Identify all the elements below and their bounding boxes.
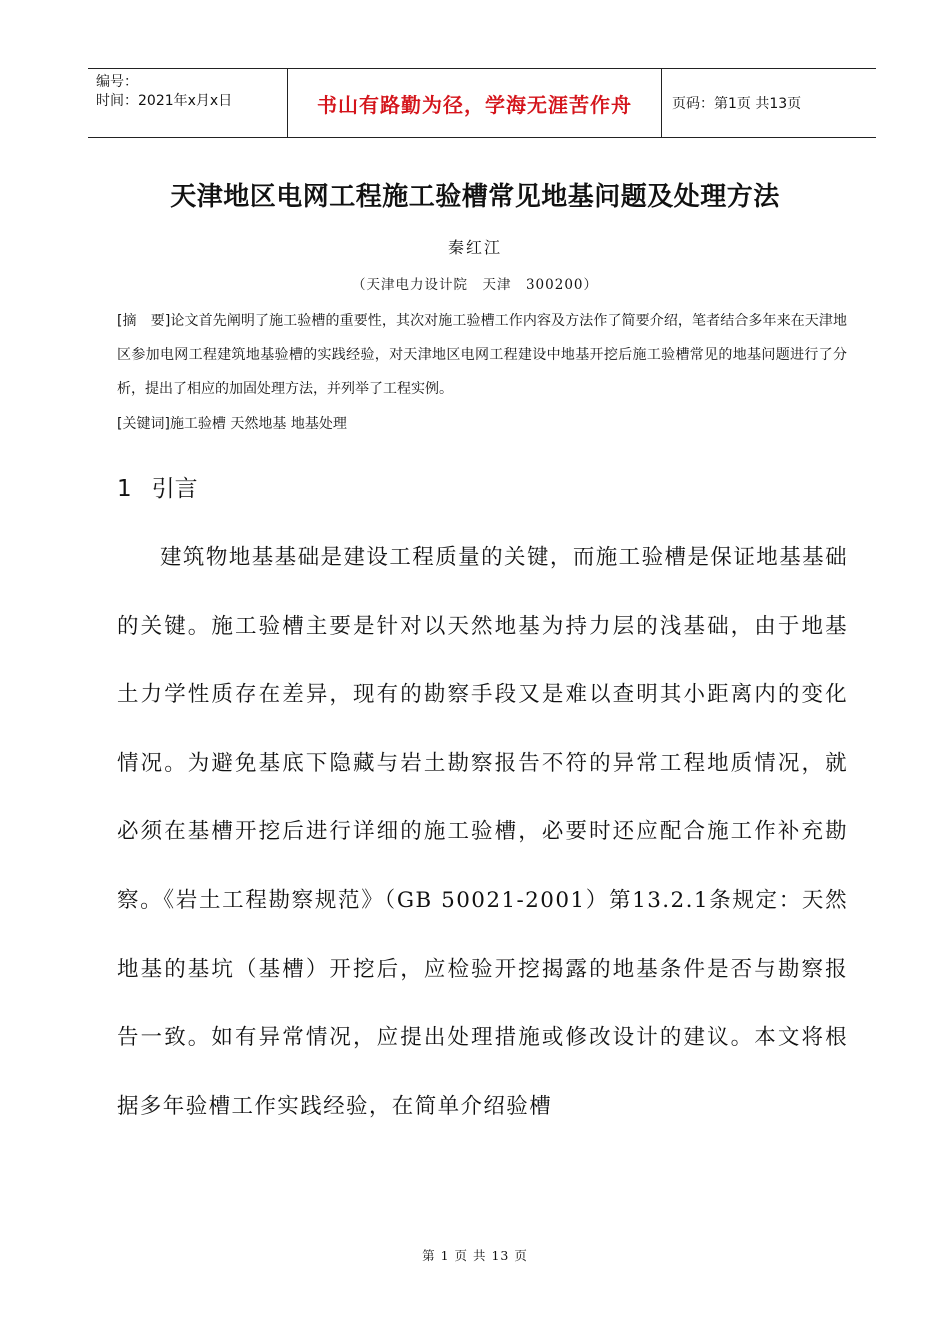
header-page-cell	[662, 69, 876, 137]
section-heading	[117, 470, 198, 503]
motto: 书山有路勤为径，学海无涯苦作舟	[317, 92, 632, 117]
abstract-text: 论文首先阐明了施工验槽的重要性，其次对施工验槽工作内容及方法作了简要介绍，笔者结合多年来在天津地区参加电网工程建筑地基验槽的实践经验，对天津地区电网工程建设中地基开挖后施工验槽常见的地基问题进行了分析，提出了相应的加固处理方法，并列举了工程实例。	[117, 313, 847, 397]
abstract-label: [摘 要]	[117, 313, 171, 329]
header-motto-cell	[288, 69, 662, 137]
page-info: 页码：第1页 共13页	[672, 96, 802, 112]
affiliation: （天津电力设计院 天津 300200）	[351, 277, 599, 293]
body-paragraph: 建筑物地基基础是建设工程质量的关键，而施工验槽是保证地基基础的关键。施工验槽主要是针对以天然地基为持力层的浅基础，由于地基土力学性质存在差异，现有的勘察手段又是难以查明其小距离内的变化情况。为避免基底下隐藏与岩土勘察报告不符的异常工程地质情况，就必须在基槽开挖后进行详细的施工验槽，必要时还应配合施工作补充勘察。《岩土工程勘察规范》（GB 50021-2001）第13.2.1条规定：天然地基的基坑（基槽）开挖后，应检验开挖揭露的地基条件是否与勘察报告一致。如有异常情况，应提出处理措施或修改设计的建议。本文将根据多年验槽工作实践经验，在简单介绍验槽	[117, 545, 848, 1119]
page-title: 天津地区电网工程施工验槽常见地基问题及处理方法	[170, 182, 780, 212]
header-meta	[88, 69, 288, 137]
section-title: 引言	[151, 476, 198, 502]
page-footer: 第 1 页 共 13 页	[422, 1248, 528, 1263]
author: 秦红江	[447, 238, 502, 257]
number-label: 编号：	[96, 74, 138, 90]
document-header	[88, 68, 876, 138]
time-label: 时间：2021年x月x日	[96, 93, 233, 109]
keywords	[117, 413, 347, 433]
keywords-text: 施工验槽 天然地基 地基处理	[169, 416, 347, 432]
abstract	[117, 304, 847, 406]
section-number: 1	[117, 476, 132, 502]
keywords-label: [关键词]	[117, 416, 170, 432]
